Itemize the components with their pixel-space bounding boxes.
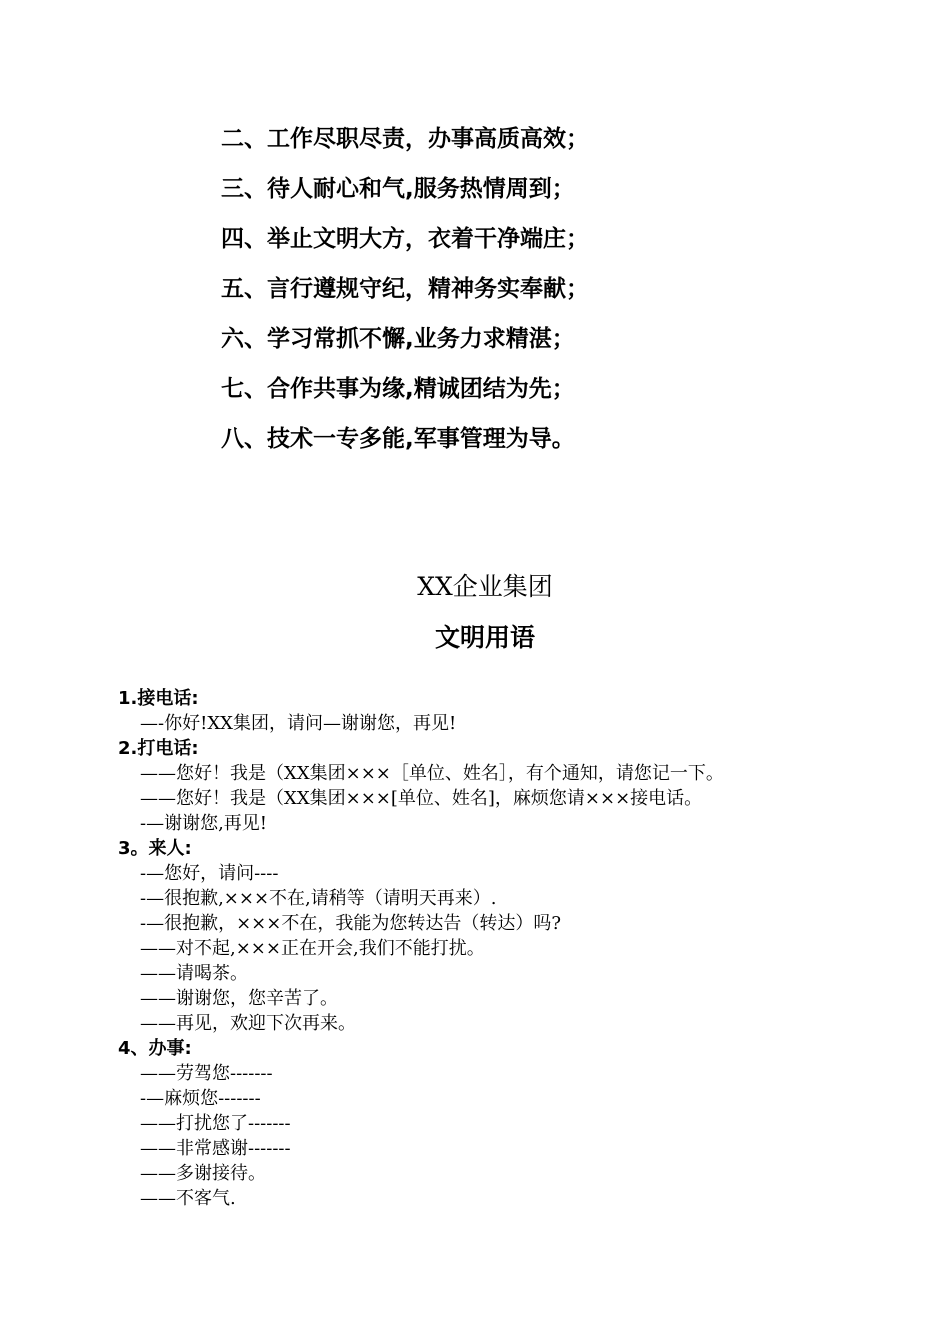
section-heading: 4、办事: xyxy=(118,1038,192,1059)
phrase-sections xyxy=(118,686,863,1211)
section-answer-phone xyxy=(118,686,863,736)
phrase-line: -—很抱歉,×××不在,请稍等（请明天再来）. xyxy=(140,888,497,909)
section-visitor xyxy=(118,836,863,1036)
principle-item: 八、技术一专多能,军事管理为导。 xyxy=(221,426,575,452)
section-heading: 2.打电话: xyxy=(118,738,199,759)
phrase-line: ——您好！我是（XX集团×××[单位、姓名]，麻烦您请×××接电话。 xyxy=(140,788,703,809)
phrase-line: ——打扰您了------- xyxy=(140,1113,291,1134)
phrase-line: -—麻烦您------- xyxy=(140,1088,261,1109)
phrase-line: —-你好!XX集团，请问—谢谢您，再见! xyxy=(140,713,457,734)
phrase-line: -—谢谢您,再见! xyxy=(140,813,268,834)
phrase-line: ——多谢接待。 xyxy=(140,1163,266,1184)
phrase-line: ——非常感谢------- xyxy=(140,1138,291,1159)
principle-item: 四、举止文明大方，衣着干净端庄； xyxy=(221,226,589,252)
phrase-line: ——请喝茶。 xyxy=(140,963,248,984)
principle-item: 五、言行遵规守纪，精神务实奉献； xyxy=(221,276,589,302)
phrase-line: ——劳驾您------- xyxy=(140,1063,273,1084)
principle-item: 二、工作尽职尽责，办事高质高效； xyxy=(221,126,589,152)
principle-item: 六、学习常抓不懈,业务力求精湛； xyxy=(221,326,575,352)
section-make-call xyxy=(118,736,863,836)
company-title: XX企业集团 xyxy=(417,572,553,601)
principle-item: 三、待人耐心和气,服务热情周到； xyxy=(221,176,575,202)
phrase-line: ——不客气. xyxy=(140,1188,236,1209)
phrase-line: -—您好，请问---- xyxy=(140,863,279,884)
phrase-line: ——再见，欢迎下次再来。 xyxy=(140,1013,356,1034)
page-subtitle: 文明用语 xyxy=(434,623,535,652)
principles-list xyxy=(221,118,589,468)
section-heading: 3。来人: xyxy=(118,838,192,859)
section-heading: 1.接电话: xyxy=(118,688,199,709)
phrase-line: -—很抱歉，×××不在，我能为您转达告（转达）吗? xyxy=(140,913,561,934)
principle-item: 七、合作共事为缘,精诚团结为先； xyxy=(221,376,575,402)
phrase-line: ——对不起,×××正在开会,我们不能打扰。 xyxy=(140,938,485,959)
phrase-line: ——谢谢您，您辛苦了。 xyxy=(140,988,338,1009)
phrase-line: ——您好！我是（XX集团×××［单位、姓名］，有个通知，请您记一下。 xyxy=(140,763,724,784)
section-errand xyxy=(118,1036,863,1211)
